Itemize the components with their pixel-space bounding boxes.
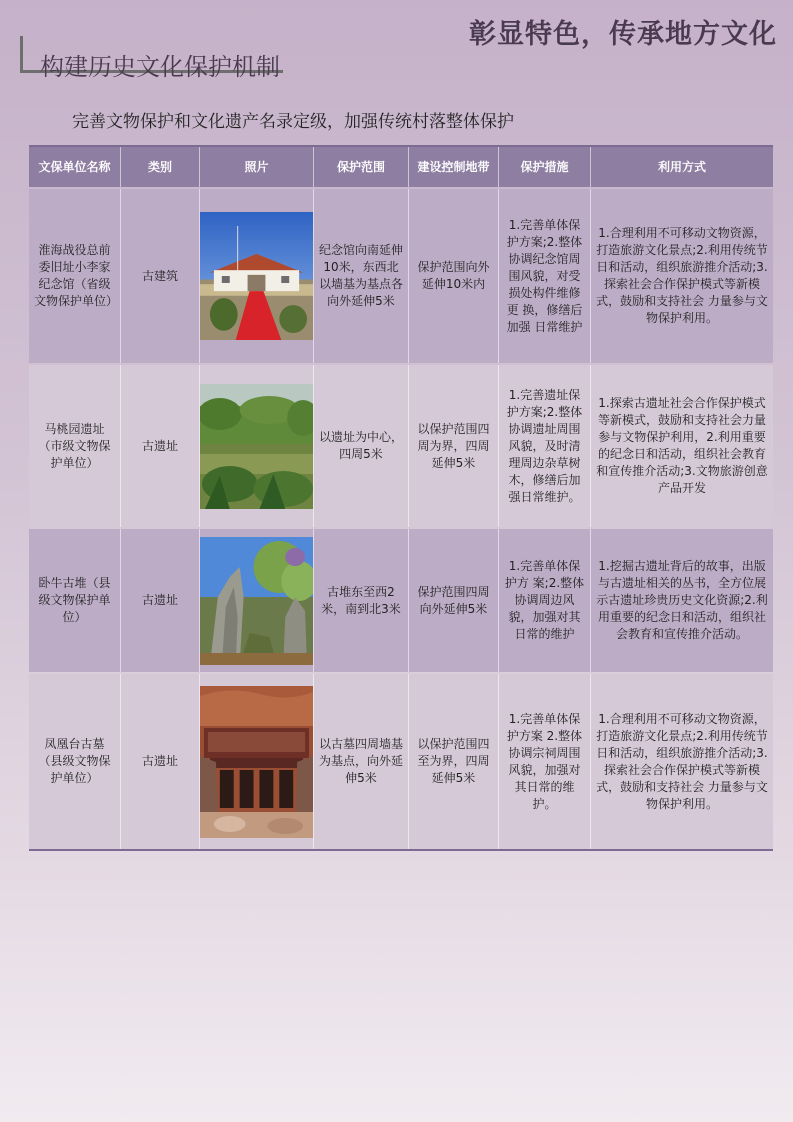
protection-scope: 古堆东至西2米，南到北3米 (314, 529, 409, 672)
site-category: 古遗址 (121, 365, 200, 527)
heritage-protection-table (29, 145, 773, 851)
column-header-usage: 利用方式 (657, 159, 706, 174)
protection-measures: 1.完善单体保护方案 2.整体协调宗祠周围风貌，加强对 其日常的维护。 (499, 674, 591, 849)
usage-method: 1.合理利用不可移动文物资源，打造旅游文化景点;2.利用传统节日和活动，组织旅游推介活动;3.探索社会合作保护模式等新模式，鼓励和支持社会 力量参与文物保护利用。 (596, 226, 768, 325)
ancient-tomb-photo (200, 674, 314, 849)
table-row (29, 674, 773, 849)
protection-scope: 以遗址为中心，四周5米 (314, 365, 409, 527)
protection-scope: 以古墓四周墙基为基点，向外延伸5米 (314, 674, 409, 849)
subtitle: 完善文物保护和文化遗产名录定级，加强传统村落整体保护 (72, 112, 514, 132)
control-zone: 保护范围四周向外延伸5米 (409, 529, 499, 672)
protection-measures: 1.完善单体保护方 案;2.整体协调周边风貌，加强对其日常的维护 (499, 529, 591, 672)
usage-method: 1.探索古遗址社会合作保护模式等新模式，鼓励和支持社会力量参与文物保护利用，2.利用重要的纪念日和活动，组织社会教育和宣传推介活动;3.文物旅游创意产品开发 (596, 396, 768, 495)
table-row (29, 189, 773, 363)
usage-method: 1.合理利用不可移动文物资源，打造旅游文化景点;2.利用传统节日和活动，组织旅游推介活动;3.探索社会合作保护模式等新模式，鼓励和支持社会 力量参与文物保护利用。 (596, 711, 768, 811)
site-name: 凤凰台古墓（县级文物保护单位） (29, 674, 121, 849)
column-header-measures: 保护措施 (499, 147, 591, 187)
site-category: 古遗址 (121, 529, 200, 672)
column-header-scope: 保护范围 (314, 147, 409, 187)
site-name: 淮海战役总前委旧址小李家纪念馆（省级文物保护单位） (29, 189, 121, 363)
protection-measures: 1.完善单体保护方案;2.整体协调纪念馆周围风貌，对受损处构件维修更 换，修缮后加强 日常维护 (499, 189, 591, 363)
protection-scope: 纪念馆向南延伸10米，东西北以墙基为基点各向外延伸5米 (314, 189, 409, 363)
table-row (29, 365, 773, 527)
usage-method: 1.挖掘古遗址背后的故事，出版与古遗址相关的丛书，全方位展示古遗址珍贵历史文化资源;2.利用重要的纪念日和活动，组织社会教育和宣传推介活动。 (596, 559, 768, 641)
section-title: 构建历史文化保护机制 (40, 53, 280, 81)
control-zone: 保护范围向外 延伸10米内 (409, 189, 499, 363)
site-name: 卧牛古堆（县级文物保护单位） (29, 529, 121, 672)
column-header-name: 文保单位名称 (29, 147, 121, 187)
memorial-hall-photo (200, 189, 314, 363)
column-header-control-zone: 建设控制地带 (409, 147, 499, 187)
site-name: 马桃园遗址（市级文物保护单位） (29, 365, 121, 527)
site-category: 古遗址 (121, 674, 200, 849)
control-zone: 以保护范围四至为界，四周 延伸5米 (409, 674, 499, 849)
column-header-category: 类别 (121, 147, 200, 187)
main-title: 彰显特色，传承地方文化 (469, 19, 777, 50)
table-row (29, 529, 773, 672)
site-category: 古建筑 (121, 189, 200, 363)
protection-measures: 1.完善遗址保护方案;2.整体协调遗址周围风貌，及时清理周边杂草树木，修缮后加 强日常维护。 (499, 365, 591, 527)
column-header-photo: 照片 (200, 147, 314, 187)
rock-mound-photo (200, 529, 314, 672)
table-header-row (29, 147, 773, 187)
control-zone: 以保护范围四周为界，四周延伸5米 (409, 365, 499, 527)
ruins-field-photo (200, 365, 314, 527)
